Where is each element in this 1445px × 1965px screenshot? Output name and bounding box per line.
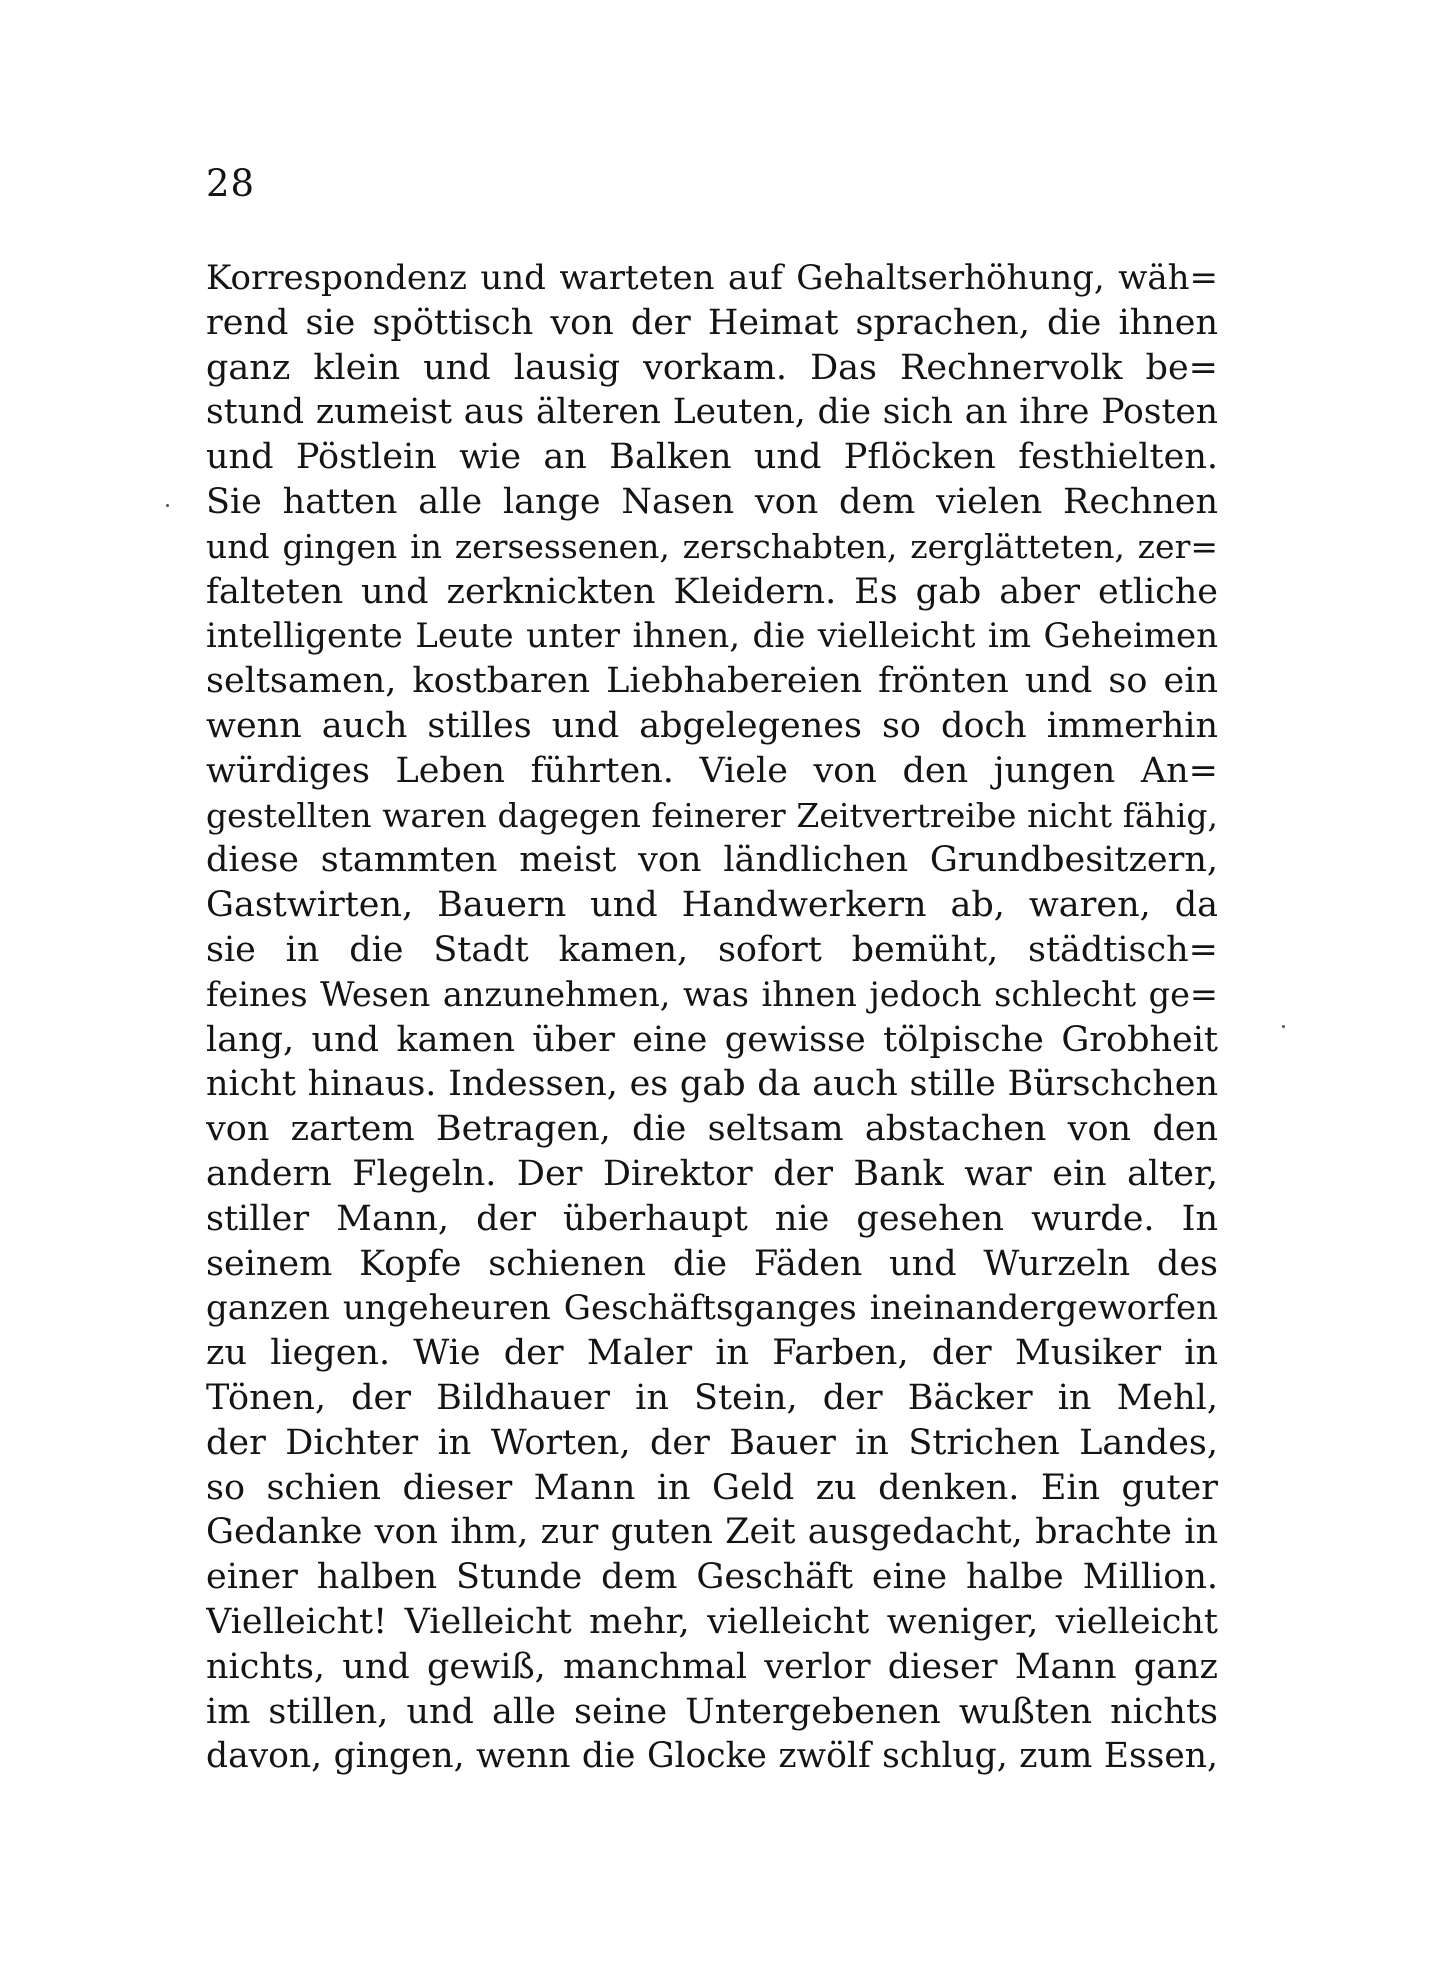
- text-line: feines Wesen anzunehmen, was ihnen jedoch schlecht ge=: [206, 974, 1218, 1014]
- text-line: Gastwirten, Bauern und Handwerkern ab, waren, da: [206, 885, 1218, 926]
- text-line: Tönen, der Bildhauer in Stein, der Bäcker in Mehl,: [206, 1377, 1218, 1418]
- text-line: andern Flegeln. Der Direktor der Bank war ein alter,: [206, 1153, 1218, 1194]
- text-line: seinem Kopfe schienen die Fäden und Wurzeln des: [206, 1243, 1218, 1284]
- text-line: Sie hatten alle lange Nasen von dem vielen Rechnen: [206, 481, 1218, 522]
- text-line: stiller Mann, der überhaupt nie gesehen wurde. In: [206, 1198, 1218, 1239]
- text-line: nicht hinaus. Indessen, es gab da auch stille Bürschchen: [206, 1064, 1218, 1105]
- text-line: seltsamen, kostbaren Liebhabereien frönten und so ein: [206, 661, 1218, 702]
- text-line: sie in die Stadt kamen, sofort bemüht, städtisch=: [206, 929, 1218, 970]
- text-line: Gedanke von ihm, zur guten Zeit ausgedacht, brachte in: [206, 1512, 1218, 1553]
- text-line: im stillen, und alle seine Untergebenen wußten nichts: [206, 1691, 1218, 1732]
- text-line: so schien dieser Mann in Geld zu denken. Ein guter: [206, 1467, 1218, 1508]
- text-line: ganz klein und lausig vorkam. Das Rechnervolk be=: [206, 347, 1218, 388]
- text-line: von zartem Betragen, die seltsam abstachen von den: [206, 1109, 1218, 1150]
- text-line: und gingen in zersessenen, zerschabten, zerglätteten, zer=: [206, 526, 1218, 566]
- text-line: falteten und zerknickten Kleidern. Es gab aber etliche: [206, 571, 1218, 612]
- text-line: und Pöstlein wie an Balken und Pflöcken festhielten.: [206, 437, 1218, 478]
- text-line: nichts, und gewiß, manchmal verlor dieser Mann ganz: [206, 1646, 1218, 1687]
- text-line: rend sie spöttisch von der Heimat sprachen, die ihnen: [206, 302, 1218, 343]
- text-line: diese stammten meist von ländlichen Grundbesitzern,: [206, 840, 1218, 881]
- page-number: 28: [206, 162, 256, 205]
- text-line: intelligente Leute unter ihnen, die vielleicht im Geheimen: [206, 616, 1218, 657]
- text-line: wenn auch stilles und abgelegenes so doch immerhin: [206, 705, 1218, 746]
- text-line: einer halben Stunde dem Geschäft eine halbe Million.: [206, 1557, 1218, 1598]
- scan-speck: [1282, 1025, 1285, 1028]
- text-line: gestellten waren dagegen feinerer Zeitvertreibe nicht fähig,: [206, 795, 1218, 835]
- text-line: Vielleicht! Vielleicht mehr, vielleicht weniger, vielleicht: [206, 1601, 1218, 1642]
- text-line: zu liegen. Wie der Maler in Farben, der Musiker in: [206, 1333, 1218, 1374]
- text-line: der Dichter in Worten, der Bauer in Strichen Landes,: [206, 1422, 1218, 1463]
- text-line: davon, gingen, wenn die Glocke zwölf schlug, zum Essen,: [206, 1736, 1218, 1777]
- text-line: würdiges Leben führten. Viele von den jungen An=: [206, 750, 1218, 791]
- scan-speck: [166, 504, 169, 507]
- text-line: Korrespondenz und warteten auf Gehaltserhöhung, wäh=: [206, 258, 1218, 298]
- text-line: ganzen ungeheuren Geschäftsganges ineinandergeworfen: [206, 1288, 1218, 1329]
- body-text: [206, 256, 1218, 1779]
- text-line: lang, und kamen über eine gewisse tölpische Grobheit: [206, 1019, 1218, 1060]
- text-line: stund zumeist aus älteren Leuten, die sich an ihre Posten: [206, 392, 1218, 433]
